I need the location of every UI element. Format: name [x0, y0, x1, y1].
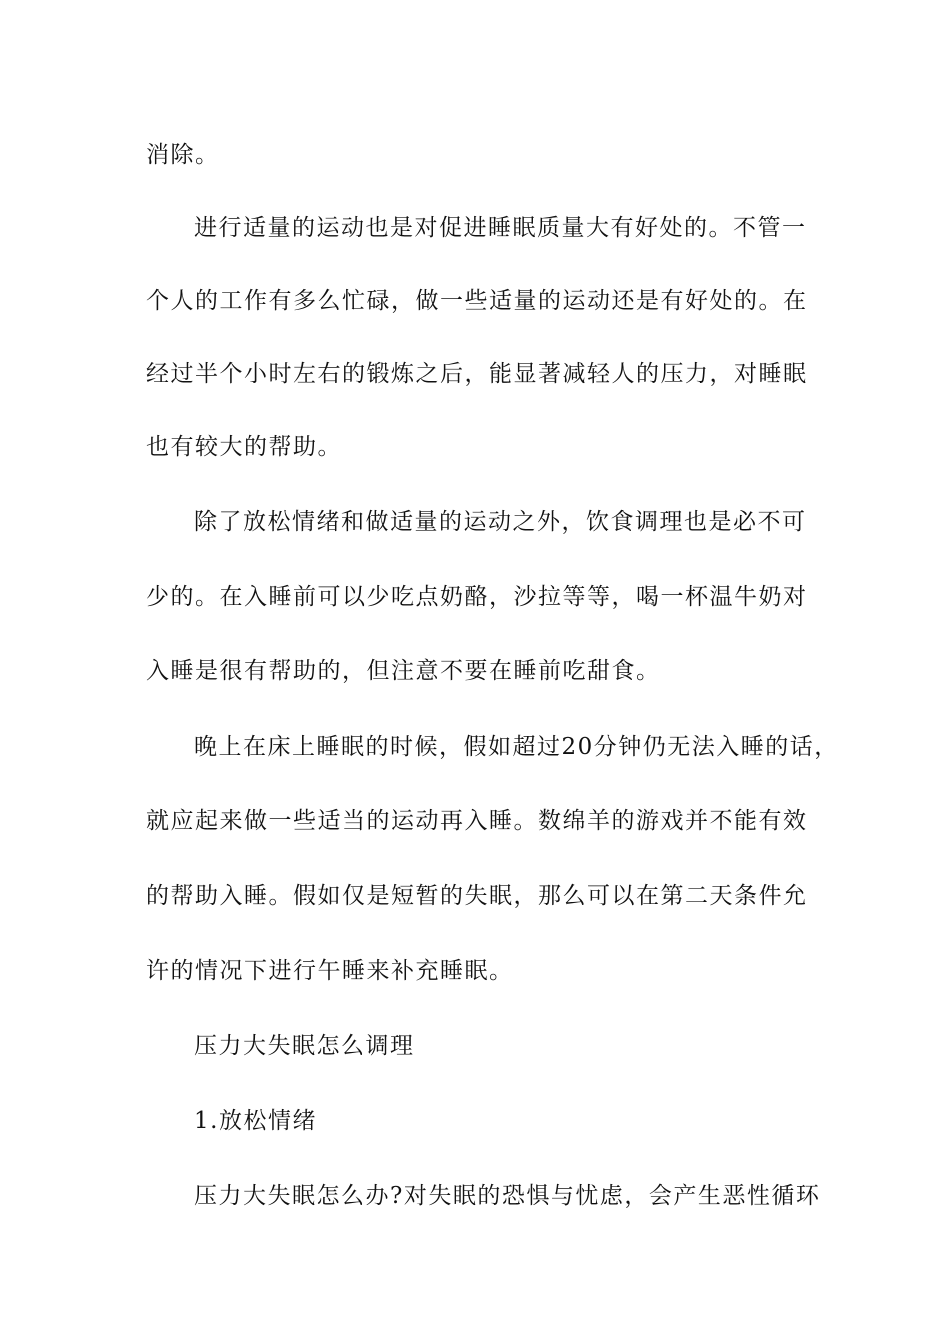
- text-line: 的帮助入睡。假如仅是短暂的失眠，那么可以在第二天条件允: [146, 883, 808, 909]
- paragraph-first-line: 压力大失眠怎么办?对失眠的恐惧与忧虑，会产生恶性循环: [194, 1183, 821, 1209]
- paragraph-first-line: 晚上在床上睡眠的时候，假如超过20分钟仍无法入睡的话，: [194, 734, 839, 760]
- text-line: 经过半个小时左右的锻炼之后，能显著减轻人的压力，对睡眠: [146, 361, 808, 387]
- text-line: 入睡是很有帮助的，但注意不要在睡前吃甜食。: [146, 658, 661, 684]
- text-line: 许的情况下进行午睡来补充睡眠。: [146, 958, 514, 984]
- paragraph-first-line: 进行适量的运动也是对促进睡眠质量大有好处的。不管一: [194, 215, 807, 241]
- section-heading: 压力大失眠怎么调理: [194, 1033, 415, 1059]
- text-line: 也有较大的帮助。: [146, 434, 342, 460]
- text-line: 个人的工作有多么忙碌，做一些适量的运动还是有好处的。在: [146, 288, 808, 314]
- text-line: 少的。在入睡前可以少吃点奶酪，沙拉等等，喝一杯温牛奶对: [146, 584, 808, 610]
- subsection-heading: 1.放松情绪: [194, 1108, 317, 1134]
- text-line: 就应起来做一些适当的运动再入睡。数绵羊的游戏并不能有效: [146, 808, 808, 834]
- paragraph-first-line: 除了放松情绪和做适量的运动之外，饮食调理也是必不可: [194, 509, 807, 535]
- text-line: 消除。: [146, 142, 220, 168]
